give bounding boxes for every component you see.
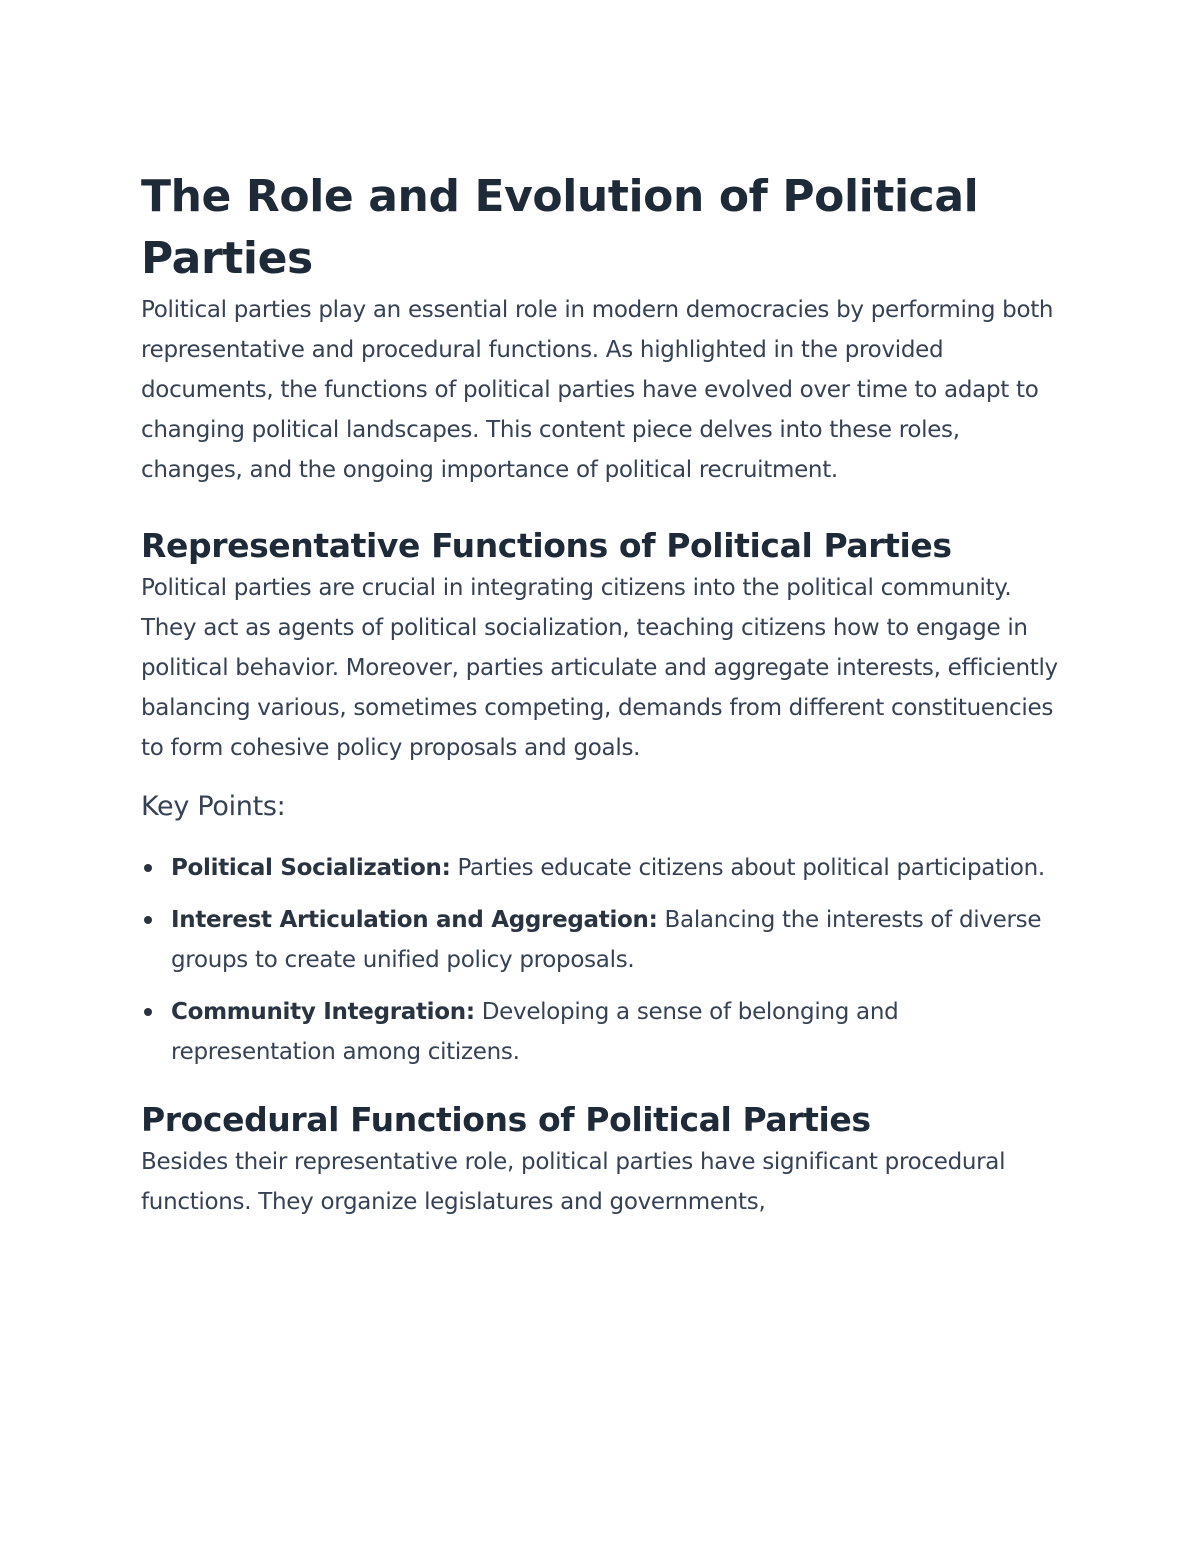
bullet-icon	[144, 1008, 152, 1016]
key-point-text: Parties educate citizens about political participation.	[450, 855, 1045, 881]
bullet-icon	[144, 864, 152, 872]
representative-paragraph: Political parties are crucial in integrating citizens into the political community. They act as agents of political socialization, teaching citizens how to engage in political behavior. Moreover, parties articulate and aggregate interests, efficiently balancing various, sometimes competing, demands from different constituencies to form cohesive policy proposals and goals.	[141, 575, 1058, 761]
key-point-term: Political Socialization:	[171, 855, 451, 881]
key-point-term: Community Integration:	[171, 999, 475, 1025]
key-point-text: Developing a sense of belonging and representation among citizens.	[171, 999, 899, 1065]
key-point-term: Interest Articulation and Aggregation:	[171, 907, 658, 933]
representative-heading: Representative Functions of Political Parties	[141, 526, 952, 565]
key-points-heading: Key Points:	[141, 791, 286, 822]
list-item	[141, 848, 1061, 888]
procedural-paragraph: Besides their representative role, political parties have significant procedural functions. They organize legislatures and governments,	[141, 1149, 1006, 1215]
key-point-text: Balancing the interests of diverse groups to create unified policy proposals.	[171, 907, 1042, 973]
key-points-list	[141, 848, 1061, 1072]
list-item	[141, 992, 1061, 1072]
bullet-icon	[144, 916, 152, 924]
document-page	[141, 166, 1061, 1222]
procedural-heading: Procedural Functions of Political Parties	[141, 1100, 871, 1139]
list-item	[141, 900, 1061, 980]
intro-paragraph: Political parties play an essential role in modern democracies by performing both representative and procedural functions. As highlighted in the provided documents, the functions of political parties have evolved over time to adapt to changing political landscapes. This content piece delves into these roles, changes, and the ongoing importance of political recruitment.	[141, 297, 1054, 483]
document-title: The Role and Evolution of Political Parties	[141, 171, 979, 284]
